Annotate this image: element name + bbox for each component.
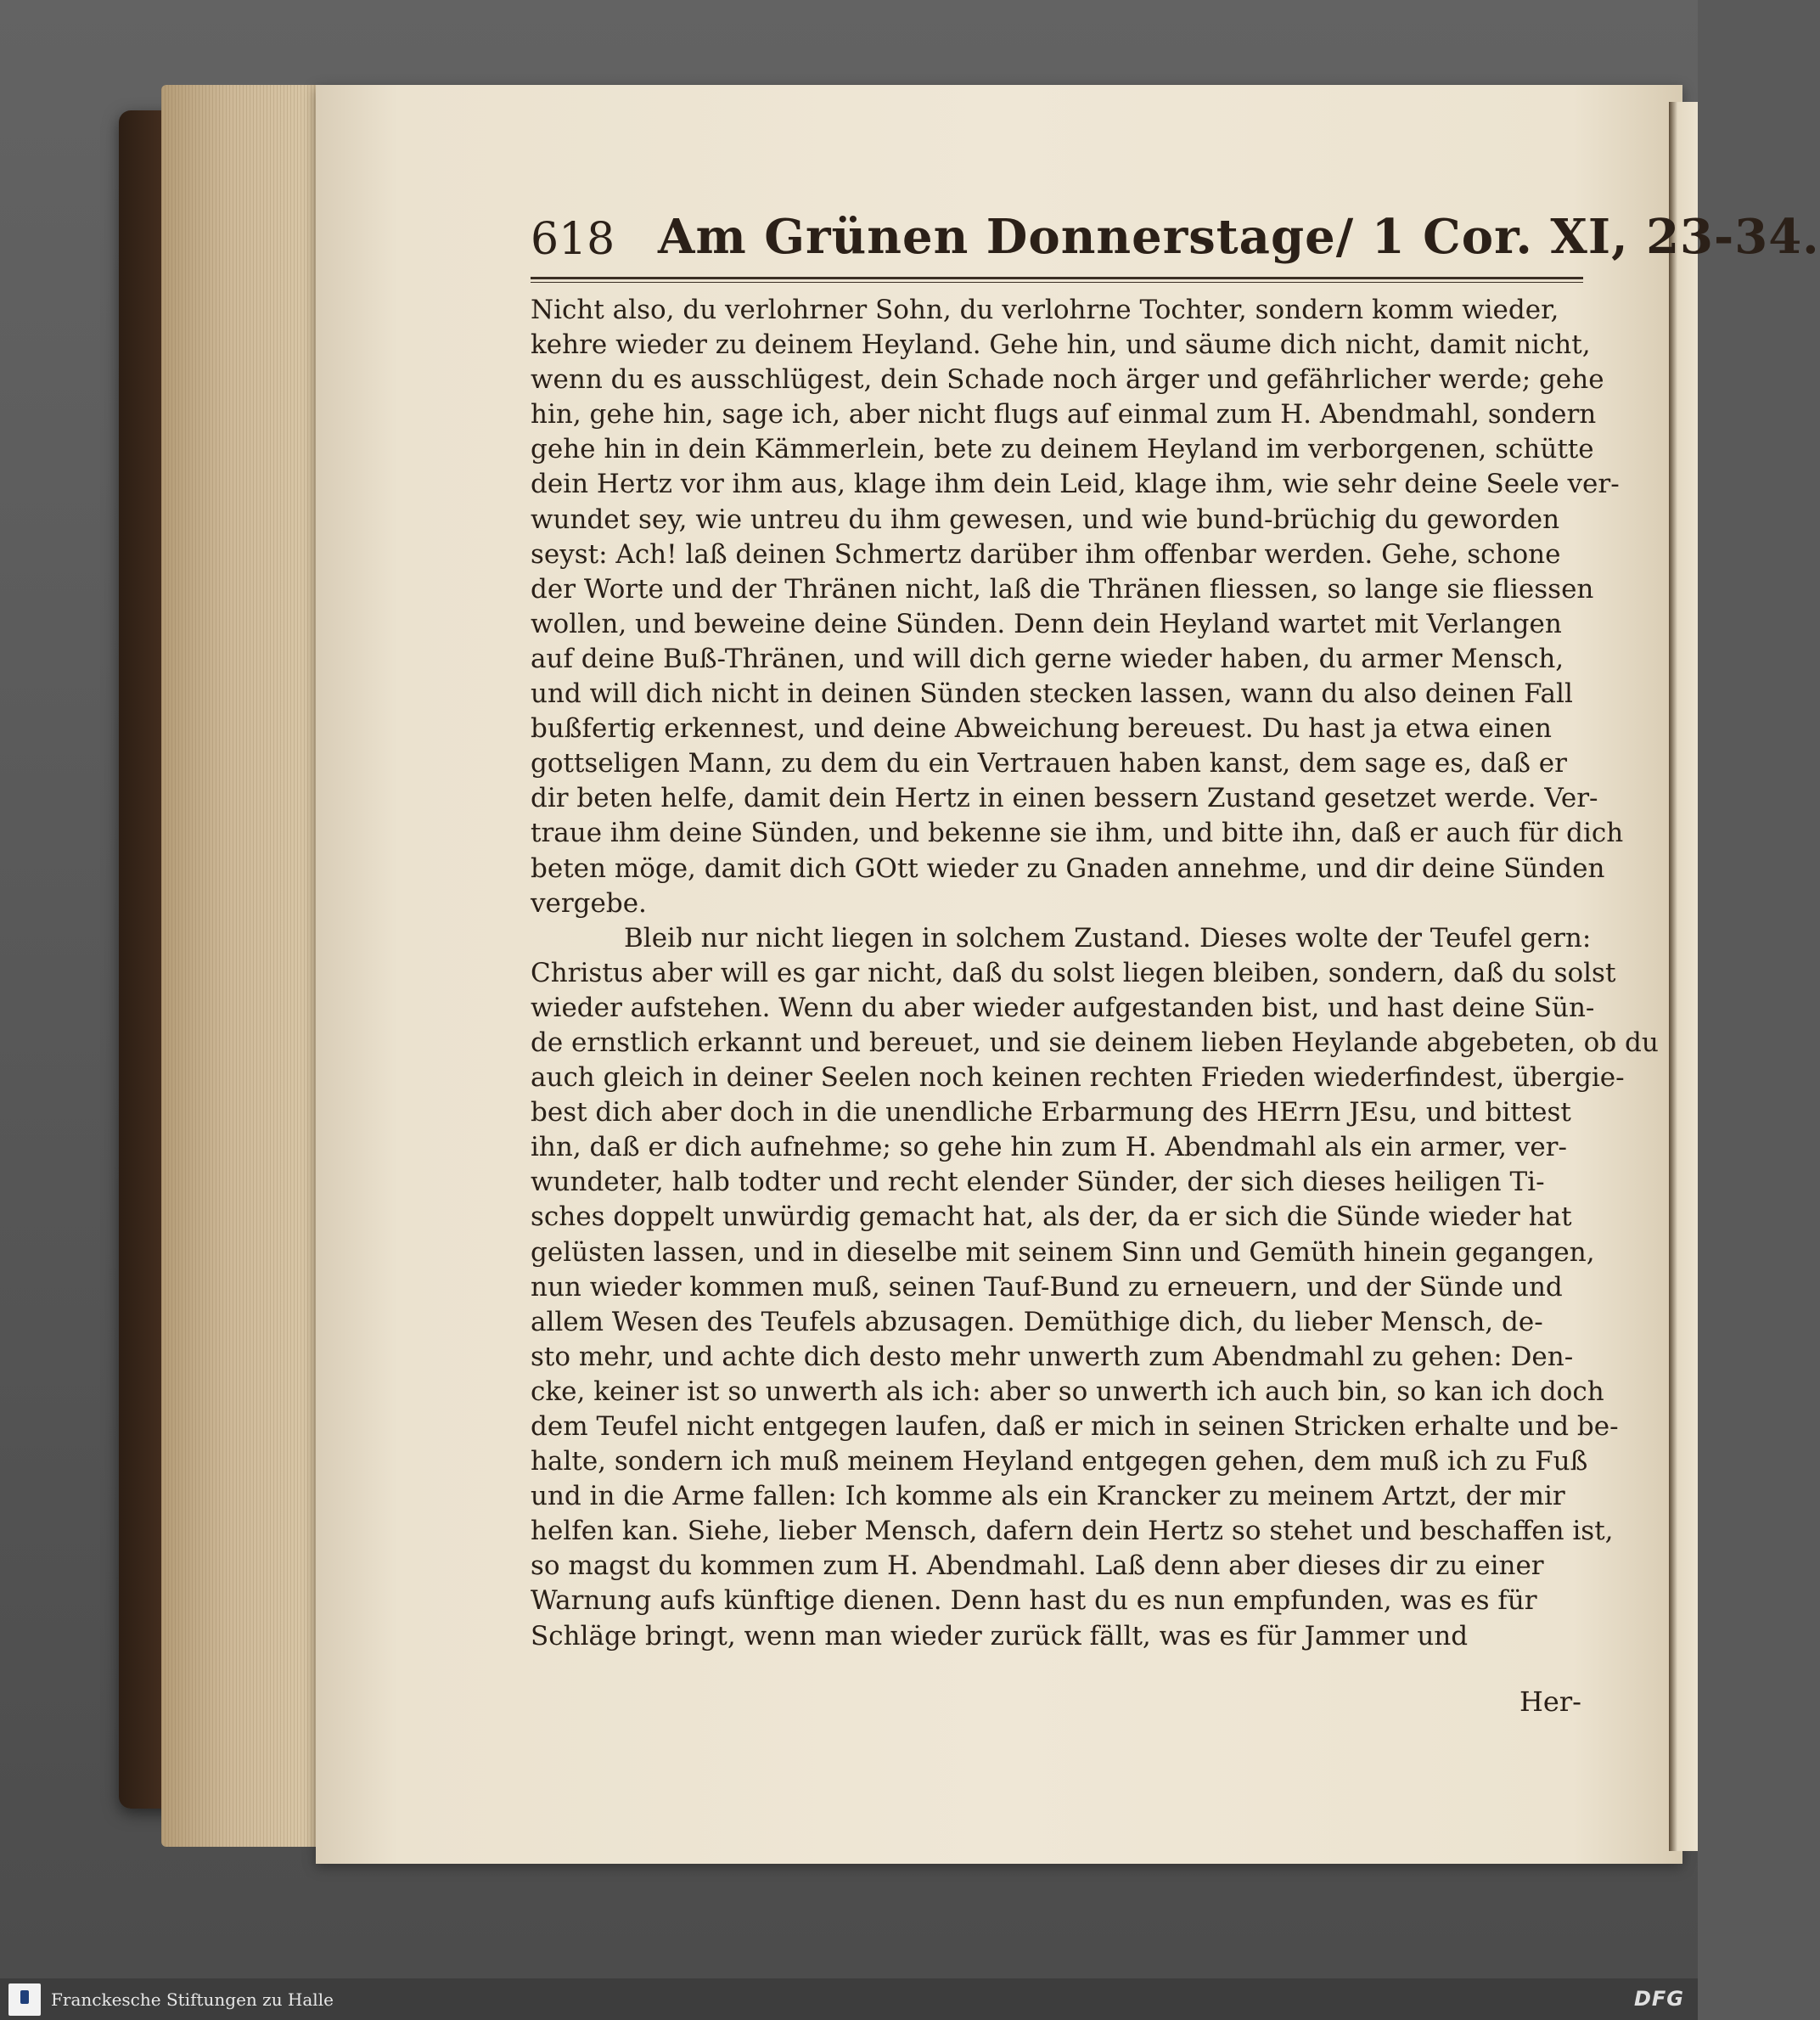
next-page-sliver [1669,102,1698,1851]
text-line: wundeter, halb todter und recht elender Sünder, der sich dieses heiligen Ti- [531,1167,1545,1198]
text-line: gelüsten lassen, und in dieselbe mit seinem Sinn und Gemüth hinein gegangen, [531,1236,1595,1268]
text-line: halte, sondern ich muß meinem Heyland entgegen gehen, dem muß ich zu Fuß [531,1446,1588,1477]
text-line: hin, gehe hin, sage ich, aber nicht flugs auf einmal zum H. Abendmahl, sondern [531,399,1597,430]
paragraph-start-line: Bleib nur nicht liegen in solchem Zustand. Dieses wolte der Teufel gern: [624,922,1592,954]
text-line: Warnung aufs künftige dienen. Denn hast du es nun empfunden, was es für [531,1585,1537,1617]
text-line: beten möge, damit dich GOtt wieder zu Gnaden annehme, und dir deine Sünden [531,852,1605,884]
text-line: dein Hertz vor ihm aus, klage ihm dein Leid, klage ihm, wie sehr deine Seele ver- [531,469,1620,500]
text-line: so magst du kommen zum H. Abendmahl. Laß denn aber dieses dir zu einer [531,1550,1544,1582]
text-line: sto mehr, und achte dich desto mehr unwerth zum Abendmahl zu gehen: Den- [531,1341,1574,1372]
text-line: wenn du es ausschlügest, dein Schade noch ärger und gefährlicher werde; gehe [531,364,1604,396]
text-line: Schläge bringt, wenn man wieder zurück fällt, was es für Jammer und [531,1620,1469,1651]
text-line: dem Teufel nicht entgegen laufen, daß er mich in seinen Stricken erhalte und be- [531,1411,1619,1442]
body-text [531,293,1659,1654]
text-line: wundet sey, wie untreu du ihm gewesen, und wie bund-brüchig du geworden [531,504,1560,535]
text-line: wieder aufstehen. Wenn du aber wieder aufgestanden bist, und hast deine Sün- [531,992,1595,1023]
text-line: gottseligen Mann, zu dem du ein Vertrauen haben kanst, dem sage es, daß er [531,748,1567,779]
text-line: auf deine Buß-Thränen, und will dich gerne wieder haben, du armer Mensch, [531,643,1564,674]
text-line: best dich aber doch in die unendliche Erbarmung des HErrn JEsu, und bittest [531,1097,1571,1128]
header-rule [531,277,1583,279]
text-line: traue ihm deine Sünden, und bekenne sie ihm, und bitte ihn, daß er auch für dich [531,818,1624,849]
text-line: vergebe. [531,887,647,919]
text-line: allem Wesen des Teufels abzusagen. Demüthige dich, du lieber Mensch, de- [531,1306,1543,1337]
text-line: auch gleich in deiner Seelen noch keinen rechten Frieden wiederfindest, übergie- [531,1062,1625,1094]
text-line: wollen, und beweine deine Sünden. Denn dein Heyland wartet mit Verlangen [531,608,1562,639]
text-line: nun wieder kommen muß, seinen Tauf-Bund zu erneuern, und der Sünde und [531,1271,1563,1303]
page-header [531,202,1820,279]
page-block-edge [161,85,331,1847]
viewer-footer [0,1978,1698,2020]
text-line: helfen kan. Siehe, lieber Mensch, dafern dein Hertz so stehet und beschaffen ist, [531,1516,1614,1547]
text-line: de ernstlich erkannt und bereuet, und sie deinem lieben Heylande abgebeten, ob du [531,1027,1659,1058]
stiftungen-logo-icon[interactable] [8,1983,41,2016]
text-line: und will dich nicht in deinen Sünden stecken lassen, wann du also deinen Fall [531,678,1573,710]
text-line: seyst: Ach! laß deinen Schmertz darüber ihm offenbar werden. Gehe, schone [531,538,1561,570]
text-line: dir beten helfe, damit dein Hertz in einen bessern Zustand gesetzet werde. Ver- [531,783,1598,814]
text-line: sches doppelt unwürdig gemacht hat, als der, da er sich die Sünde wieder hat [531,1201,1572,1233]
footer-institution[interactable]: Franckesche Stiftungen zu Halle [51,1989,334,2010]
text-line: Nicht also, du verlohrner Sohn, du verlohrne Tochter, sondern komm wieder, [531,295,1559,325]
text-line: ihn, daß er dich aufnehme; so gehe hin zum H. Abendmahl als ein armer, ver- [531,1132,1567,1163]
text-line: Christus aber will es gar nicht, daß du solst liegen bleiben, sondern, daß du solst [531,957,1616,988]
text-line: cke, keiner ist so unwerth als ich: aber so unwerth ich auch bin, so kan ich doch [531,1376,1604,1407]
running-title: Am Grünen Donnerstage/ 1 Cor. XI, 23-34. [658,209,1820,265]
text-line: und in die Arme fallen: Ich komme als ein Krancker zu meinem Artzt, der mir [531,1481,1565,1512]
text-line: der Worte und der Thränen nicht, laß die Thränen fliessen, so lange sie fliessen [531,573,1594,605]
text-line: gehe hin in dein Kämmerlein, bete zu deinem Heyland im verborgenen, schütte [531,434,1594,465]
text-line: kehre wieder zu deinem Heyland. Gehe hin, und säume dich nicht, damit nicht, [531,329,1591,361]
header-rule-thin [531,282,1583,283]
dfg-logo[interactable]: DFG [1633,1987,1684,2011]
page-number: 618 [531,214,615,265]
text-line: bußfertig erkennest, und deine Abweichung bereuest. Du hast ja etwa einen [531,713,1552,745]
catchword: Her- [1519,1685,1581,1718]
